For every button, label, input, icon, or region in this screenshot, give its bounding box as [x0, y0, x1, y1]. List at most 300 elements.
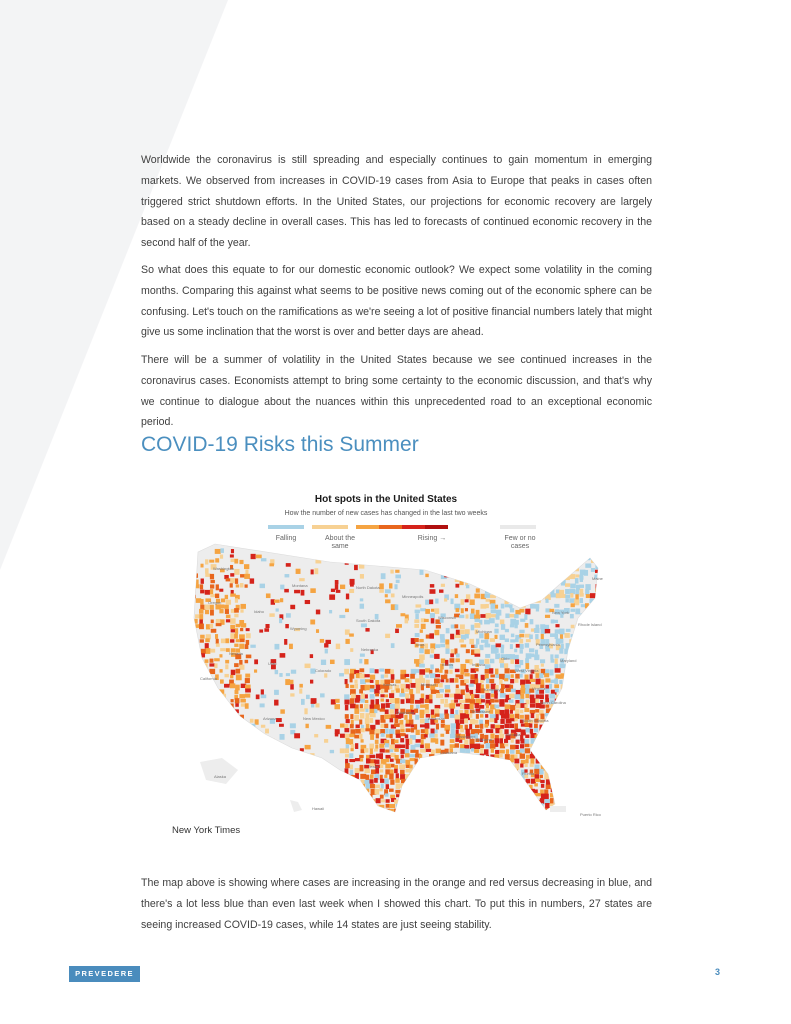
legend-swatch-few — [500, 525, 536, 529]
county-cell — [430, 778, 433, 784]
county-cell — [390, 718, 394, 722]
county-cell — [500, 770, 503, 775]
county-cell — [490, 769, 494, 773]
section-heading: COVID-19 Risks this Summer — [141, 433, 419, 456]
county-cell — [525, 584, 530, 590]
county-cell — [439, 799, 444, 804]
county-cell — [544, 789, 548, 794]
county-cell — [361, 693, 365, 699]
county-cell — [349, 799, 353, 802]
county-cell — [481, 558, 485, 562]
county-cell — [500, 594, 505, 598]
county-cell — [485, 654, 490, 658]
legend-label-few: Few or no cases — [504, 535, 536, 550]
county-cell — [400, 759, 405, 763]
county-cell — [344, 659, 350, 665]
county-cell — [466, 765, 470, 769]
county-cell — [310, 588, 315, 593]
county-cell — [540, 758, 545, 762]
county-cell — [460, 729, 464, 733]
county-cell — [360, 803, 363, 806]
map-label: Louisiana — [440, 750, 458, 755]
county-cell — [570, 543, 576, 548]
county-cell — [409, 679, 412, 683]
county-cell — [500, 804, 504, 807]
county-cell — [330, 750, 334, 753]
county-cell — [226, 600, 231, 605]
county-cell — [531, 810, 535, 813]
county-cell — [505, 754, 510, 759]
county-cell — [425, 699, 430, 703]
county-cell — [475, 720, 479, 724]
county-cell — [451, 723, 456, 728]
county-cell — [274, 600, 280, 603]
county-cell — [230, 675, 233, 678]
county-cell — [210, 605, 214, 610]
county-cell — [235, 709, 239, 713]
county-cell — [385, 634, 390, 638]
county-cell — [510, 595, 514, 601]
county-cell — [481, 699, 485, 702]
county-cell — [465, 614, 468, 618]
county-cell — [585, 789, 591, 792]
county-cell — [571, 725, 577, 730]
county-cell — [294, 590, 300, 593]
county-cell — [539, 755, 544, 759]
county-cell — [456, 774, 459, 778]
county-cell — [230, 639, 234, 642]
county-cell — [349, 673, 354, 678]
county-cell — [564, 633, 569, 638]
county-cell — [261, 694, 267, 698]
county-cell — [400, 554, 405, 560]
county-cell — [391, 674, 395, 680]
county-cell — [269, 563, 274, 566]
county-cell — [554, 563, 557, 567]
county-cell — [450, 734, 456, 738]
county-cell — [394, 769, 398, 773]
county-cell — [540, 553, 545, 559]
county-cell — [485, 815, 490, 819]
county-cell — [480, 748, 483, 753]
county-cell — [455, 720, 459, 724]
county-cell — [434, 654, 439, 659]
county-cell — [396, 794, 399, 797]
county-cell — [499, 783, 503, 787]
county-cell — [459, 754, 462, 759]
county-cell — [216, 695, 220, 699]
county-cell — [359, 668, 364, 672]
county-cell — [360, 790, 363, 794]
county-cell — [279, 673, 282, 677]
county-cell — [266, 593, 271, 598]
map-label: Texas — [368, 764, 379, 769]
county-cell — [389, 809, 394, 815]
county-cell — [401, 804, 405, 808]
county-cell — [476, 588, 480, 592]
county-cell — [431, 648, 435, 653]
county-cell — [315, 703, 319, 707]
county-cell — [435, 734, 438, 738]
county-cell — [230, 625, 235, 629]
county-cell — [410, 694, 414, 699]
county-cell — [346, 684, 349, 688]
county-cell — [575, 594, 578, 600]
county-cell — [515, 694, 521, 699]
county-cell — [531, 579, 536, 585]
county-cell — [386, 699, 389, 702]
county-cell — [446, 795, 451, 799]
county-cell — [430, 664, 434, 669]
county-cell — [460, 748, 465, 753]
county-cell — [230, 573, 234, 576]
county-cell — [190, 773, 193, 779]
county-cell — [364, 659, 368, 664]
county-cell — [245, 703, 249, 709]
county-cell — [461, 608, 464, 613]
county-cell — [289, 644, 293, 649]
county-cell — [524, 784, 527, 789]
county-cell — [395, 744, 401, 748]
county-cell — [560, 639, 563, 644]
county-cell — [410, 758, 416, 761]
county-cell — [521, 730, 526, 736]
county-cell — [201, 719, 205, 722]
county-cell — [291, 670, 296, 674]
county-cell — [415, 798, 421, 802]
county-cell — [535, 753, 539, 757]
county-cell — [404, 794, 408, 799]
county-cell — [311, 704, 314, 708]
county-cell — [524, 595, 530, 599]
county-cell — [485, 714, 488, 718]
county-cell — [310, 764, 315, 768]
county-cell — [459, 809, 465, 814]
county-cell — [449, 703, 455, 708]
county-cell — [519, 639, 523, 644]
county-cell — [556, 749, 560, 753]
county-cell — [456, 630, 460, 635]
county-cell — [580, 613, 583, 618]
county-cell — [455, 710, 458, 715]
county-cell — [250, 734, 255, 740]
county-cell — [256, 555, 262, 559]
county-cell — [391, 643, 395, 648]
county-cell — [514, 578, 519, 582]
county-cell — [534, 570, 537, 573]
county-cell — [416, 560, 420, 565]
county-cell — [224, 605, 228, 609]
county-cell — [210, 659, 214, 663]
county-cell — [194, 715, 199, 719]
county-cell — [450, 769, 454, 775]
county-cell — [245, 688, 251, 692]
county-cell — [345, 559, 349, 565]
county-cell — [379, 668, 384, 671]
county-cell — [425, 574, 428, 577]
county-cell — [195, 664, 199, 669]
county-cell — [374, 553, 379, 559]
county-cell — [491, 614, 497, 617]
county-cell — [240, 628, 243, 631]
county-cell — [530, 803, 536, 807]
county-cell — [240, 804, 244, 808]
county-cell — [599, 628, 602, 633]
county-cell — [444, 570, 449, 574]
county-cell — [469, 773, 474, 779]
county-cell — [409, 765, 412, 769]
county-cell — [314, 734, 318, 737]
county-cell — [501, 604, 505, 609]
county-cell — [385, 694, 388, 697]
county-cell — [465, 808, 468, 813]
county-cell — [355, 790, 359, 795]
county-cell — [436, 790, 440, 793]
county-cell — [435, 668, 439, 672]
county-cell — [375, 744, 378, 748]
county-cell — [346, 738, 350, 744]
county-cell — [205, 689, 209, 694]
county-cell — [421, 729, 425, 733]
county-cell — [455, 689, 460, 694]
county-cell — [555, 658, 558, 663]
county-cell — [499, 564, 503, 570]
map-label: Florida — [522, 771, 535, 776]
county-cell — [596, 544, 601, 548]
county-cell — [231, 549, 234, 553]
county-cell — [505, 764, 510, 769]
county-cell — [364, 704, 368, 709]
county-cell — [460, 759, 465, 764]
county-cell — [311, 698, 317, 704]
county-cell — [595, 709, 599, 713]
county-cell — [384, 689, 388, 693]
county-cell — [445, 788, 449, 793]
county-cell — [565, 544, 570, 550]
county-cell — [354, 783, 358, 788]
county-cell — [396, 580, 400, 583]
county-cell — [550, 775, 556, 779]
county-cell — [514, 718, 517, 721]
county-cell — [265, 729, 269, 734]
county-cell — [540, 558, 543, 564]
county-cell — [256, 695, 260, 700]
county-cell — [194, 698, 200, 701]
county-cell — [514, 754, 517, 759]
us-hotspot-map — [170, 488, 602, 828]
county-cell — [450, 774, 454, 778]
county-cell — [479, 774, 482, 779]
county-cell — [344, 700, 349, 705]
county-cell — [465, 803, 470, 806]
county-cell — [359, 755, 364, 758]
county-cell — [591, 720, 596, 723]
county-cell — [385, 755, 390, 759]
county-cell — [315, 559, 321, 564]
county-cell — [234, 644, 238, 647]
county-cell — [380, 694, 384, 697]
county-cell — [600, 599, 602, 603]
county-cell — [501, 645, 504, 649]
county-cell — [286, 613, 291, 617]
county-cell — [274, 690, 279, 695]
county-cell — [210, 589, 213, 594]
county-cell — [505, 629, 509, 632]
county-cell — [384, 778, 388, 784]
county-cell — [430, 584, 434, 588]
county-cell — [439, 683, 443, 687]
county-cell — [420, 710, 425, 715]
county-cell — [550, 784, 555, 788]
county-cell — [361, 810, 365, 814]
county-cell — [475, 790, 480, 795]
county-cell — [405, 769, 409, 773]
county-cell — [195, 580, 199, 585]
county-cell — [556, 695, 561, 699]
county-cell — [364, 748, 368, 752]
county-cell — [516, 795, 519, 799]
county-cell — [199, 624, 204, 630]
county-cell — [530, 698, 536, 703]
county-cell — [240, 583, 244, 587]
county-cell — [445, 814, 450, 820]
county-cell — [329, 594, 335, 599]
county-cell — [350, 714, 353, 719]
county-cell — [429, 733, 435, 737]
county-cell — [220, 548, 224, 553]
county-cell — [245, 678, 250, 683]
county-cell — [350, 789, 354, 794]
county-cell — [314, 763, 318, 768]
county-cell — [370, 810, 375, 815]
county-cell — [521, 599, 526, 602]
county-cell — [204, 605, 210, 610]
county-cell — [385, 743, 389, 747]
county-cell — [420, 809, 424, 813]
county-cell — [335, 779, 338, 783]
county-cell — [525, 643, 529, 648]
county-cell — [490, 815, 494, 821]
body-paragraph-1: Worldwide the coronavirus is still spreading and especially continues to gain momentum in emerging markets. We observed from increases in COVID-19 cases from Asia to Europe that peaks in cases often triggered strict shutdown efforts. In the United States, our projections for economic recovery are largely based on a steady decline in overall cases. This has led to forecasts of continued economic recovery in the second half of the year. — [141, 154, 652, 250]
county-cell — [425, 675, 429, 678]
county-cell — [225, 664, 228, 669]
county-cell — [320, 639, 324, 643]
county-cell — [215, 594, 219, 598]
county-cell — [450, 678, 454, 682]
county-cell — [465, 768, 470, 772]
county-cell — [345, 714, 349, 719]
county-cell — [424, 554, 429, 559]
county-cell — [379, 583, 384, 589]
county-cell — [375, 720, 379, 725]
county-cell — [440, 644, 445, 648]
county-cell — [571, 625, 575, 628]
map-title: Hot spots in the United States — [314, 494, 458, 505]
county-cell — [371, 769, 376, 774]
county-cell — [366, 813, 369, 817]
county-cell — [236, 584, 239, 587]
county-cell — [360, 713, 364, 719]
county-cell — [559, 543, 563, 546]
county-cell — [209, 693, 214, 697]
map-label: Idaho — [254, 609, 265, 614]
county-cell — [436, 798, 442, 804]
county-cell — [435, 794, 439, 799]
county-cell — [285, 679, 290, 685]
county-cell — [475, 764, 481, 769]
county-cell — [570, 584, 576, 589]
county-cell — [511, 774, 516, 777]
county-cell — [435, 738, 438, 744]
county-cell — [494, 718, 497, 723]
county-cell — [490, 758, 494, 762]
county-cell — [489, 569, 495, 575]
county-cell — [495, 554, 500, 559]
legend-swatch-rising-high — [402, 525, 425, 529]
county-cell — [540, 595, 544, 600]
county-cell — [576, 794, 581, 800]
body-paragraph-2: So what does this equate to for our domestic economic outlook? We expect some volatility in the coming months. Comparing this against what seems to be positive news coming out of the economic sphere can be confusing. Let's touch on the ramifications as we're seeing a lot of positive financial numbers lately that might give us some inclination that the worst is over and better days are ahead. — [141, 264, 652, 339]
county-cell — [510, 705, 515, 711]
county-cell — [456, 815, 461, 819]
county-cell — [570, 673, 573, 678]
county-cell — [590, 754, 595, 757]
county-cell — [479, 729, 482, 733]
county-cell — [230, 723, 236, 728]
county-cell — [600, 680, 602, 685]
county-cell — [496, 610, 501, 616]
county-cell — [419, 664, 425, 668]
county-cell — [400, 684, 405, 689]
county-cell — [345, 705, 348, 710]
county-cell — [474, 564, 478, 569]
county-cell — [546, 575, 550, 579]
county-cell — [225, 638, 229, 643]
county-cell — [554, 604, 559, 608]
county-cell — [505, 779, 509, 783]
county-cell — [390, 734, 393, 738]
county-cell — [480, 804, 483, 809]
county-cell — [524, 708, 529, 712]
county-cell — [556, 775, 561, 778]
county-cell — [445, 545, 451, 551]
county-cell — [491, 748, 494, 753]
county-cell — [469, 713, 472, 717]
county-cell — [505, 699, 508, 703]
county-cell — [454, 678, 458, 683]
county-cell — [345, 813, 350, 817]
county-cell — [600, 650, 602, 656]
county-cell — [535, 809, 540, 814]
county-cell — [460, 573, 465, 578]
county-cell — [299, 684, 302, 688]
county-cell — [550, 549, 554, 555]
county-cell — [434, 608, 439, 614]
county-cell — [420, 698, 424, 703]
county-cell — [191, 649, 197, 654]
county-cell — [379, 590, 384, 593]
county-cell — [346, 808, 351, 814]
county-cell — [380, 779, 384, 783]
county-cell — [470, 779, 474, 785]
county-cell — [550, 554, 553, 560]
county-cell — [584, 570, 588, 576]
county-cell — [541, 733, 546, 737]
county-cell — [380, 764, 383, 768]
county-cell — [561, 580, 566, 586]
county-cell — [469, 770, 475, 773]
county-cell — [576, 650, 580, 656]
